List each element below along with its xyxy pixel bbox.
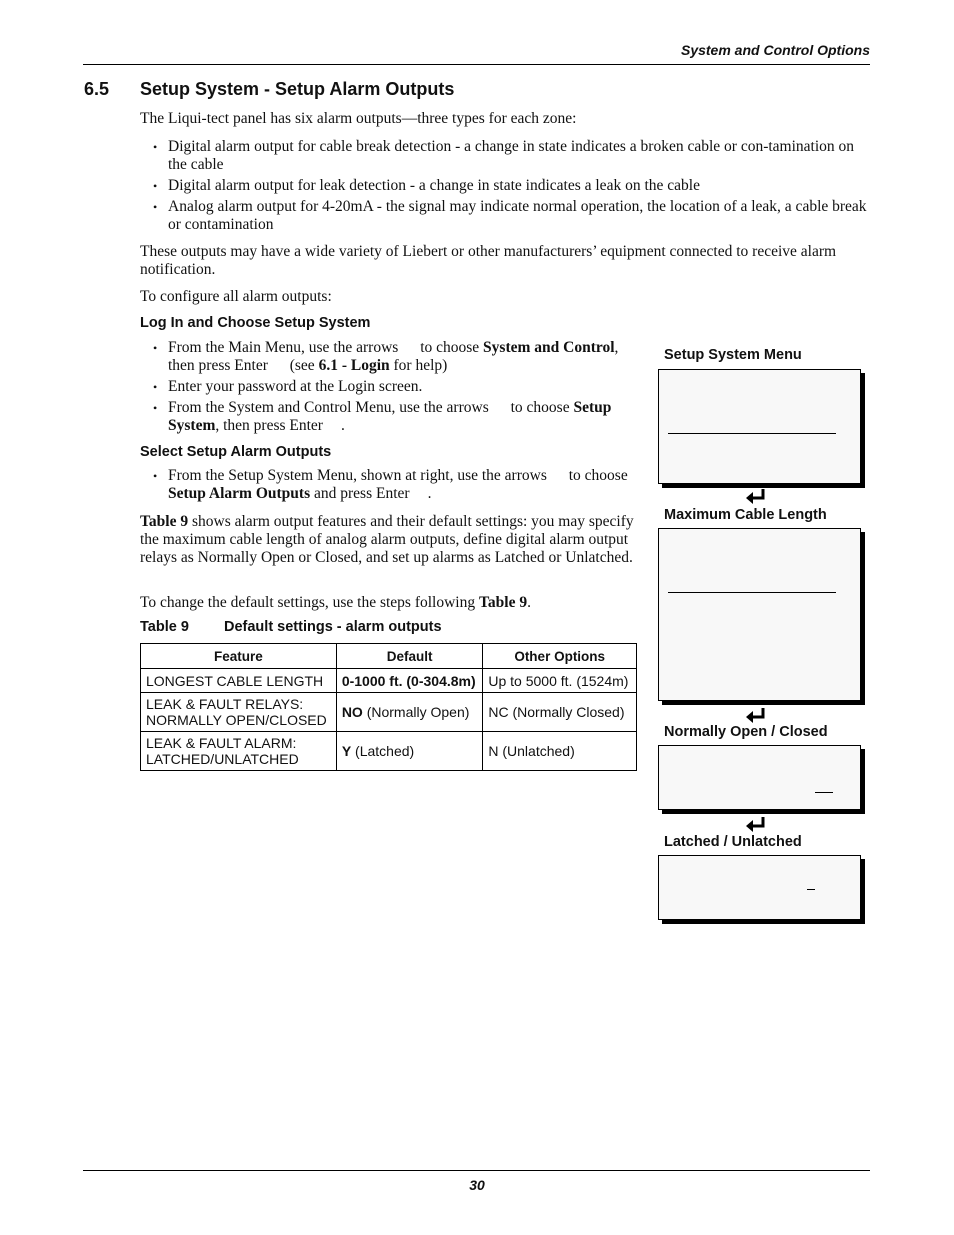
table-cell: Up to 5000 ft. (1524m) [483, 669, 637, 693]
table-cell: N (Unlatched) [483, 732, 637, 771]
list-item: • Digital alarm output for cable break detection - a change in state indicates a broken cable or con-tamination on the cable [140, 138, 868, 174]
table-row [141, 693, 637, 732]
enter-key-icon [745, 707, 767, 723]
panel-label-latched-unlatched: Latched / Unlatched [664, 834, 802, 850]
table-row [141, 732, 637, 771]
list-item: • Enter your password at the Login screen. [140, 378, 640, 396]
list-item: • Analog alarm output for 4-20mA - the signal may indicate normal operation, the location of a leak, a cable break or contamination [140, 198, 868, 234]
running-header: System and Control Options [680, 42, 870, 58]
section-number: 6.5 [84, 79, 110, 99]
login-steps [140, 339, 640, 438]
configure-paragraph: To configure all alarm outputs: [140, 288, 332, 305]
table-cell: LEAK & FAULT RELAYS: NORMALLY OPEN/CLOSED [141, 693, 337, 732]
table-header-row [141, 644, 637, 669]
alarm-output-list [140, 138, 868, 237]
table-row [141, 669, 637, 693]
list-item: • From the System and Control Menu, use the arrows to choose Setup System, then press Enter . [140, 399, 640, 435]
change-paragraph: To change the default settings, use the steps following Table 9. [140, 594, 531, 611]
panel-label-maximum-cable-length: Maximum Cable Length [664, 507, 827, 523]
maximum-cable-length-screen [658, 528, 861, 701]
latched-unlatched-screen [658, 855, 861, 920]
list-item: • From the Main Menu, use the arrows to choose System and Control, then press Enter (see 6.1 - Login for help) [140, 339, 640, 375]
enter-key-icon [745, 816, 767, 832]
page-number: 30 [469, 1177, 485, 1193]
table-cell: NO (Normally Open) [336, 693, 483, 732]
list-item: • Digital alarm output for leak detection - a change in state indicates a leak on the cable [140, 177, 868, 195]
enter-key-icon [745, 488, 767, 504]
setup-system-menu-screen [658, 369, 861, 484]
select-heading: Select Setup Alarm Outputs [140, 444, 332, 460]
panel-label-normally-open-closed: Normally Open / Closed [664, 724, 828, 740]
table-description: Table 9 shows alarm output features and their default settings: you may specify the maximum cable length of analog alarm outputs, define digital alarm output relays as Normally Open or Closed, and set up alarms as Latched or Unlatched. [140, 513, 634, 566]
intro-paragraph: The Liqui-tect panel has six alarm outputs—three types for each zone: [140, 110, 577, 127]
table-cell: NC (Normally Closed) [483, 693, 637, 732]
header-rule [83, 64, 870, 65]
table-cell: 0-1000 ft. (0-304.8m) [336, 669, 483, 693]
column-header: Default [336, 644, 483, 669]
panel-label-setup-system-menu: Setup System Menu [664, 347, 802, 363]
login-heading: Log In and Choose Setup System [140, 315, 371, 331]
section-heading [84, 79, 454, 100]
cursor-underline [807, 889, 815, 890]
table-cell: LEAK & FAULT ALARM: LATCHED/UNLATCHED [141, 732, 337, 771]
select-steps [140, 467, 650, 506]
equipment-paragraph: These outputs may have a wide variety of Liebert or other manufacturers’ equipment connected to receive alarm notification. [140, 243, 837, 278]
table-caption [140, 619, 442, 635]
defaults-table [140, 643, 637, 771]
section-title: Setup System - Setup Alarm Outputs [140, 79, 455, 99]
column-header: Other Options [483, 644, 637, 669]
normally-open-closed-screen [658, 745, 861, 810]
table-caption-title: Default settings - alarm outputs [224, 619, 442, 635]
cursor-underline [815, 792, 833, 793]
selection-underline [668, 433, 836, 434]
list-item: • From the Setup System Menu, shown at right, use the arrows to choose Setup Alarm Outputs and press Enter . [140, 467, 650, 503]
table-cell: Y (Latched) [336, 732, 483, 771]
table-cell: LONGEST CABLE LENGTH [141, 669, 337, 693]
table-caption-label: Table 9 [140, 619, 189, 635]
column-header: Feature [141, 644, 337, 669]
footer-rule [83, 1170, 870, 1171]
selection-underline [668, 592, 836, 593]
